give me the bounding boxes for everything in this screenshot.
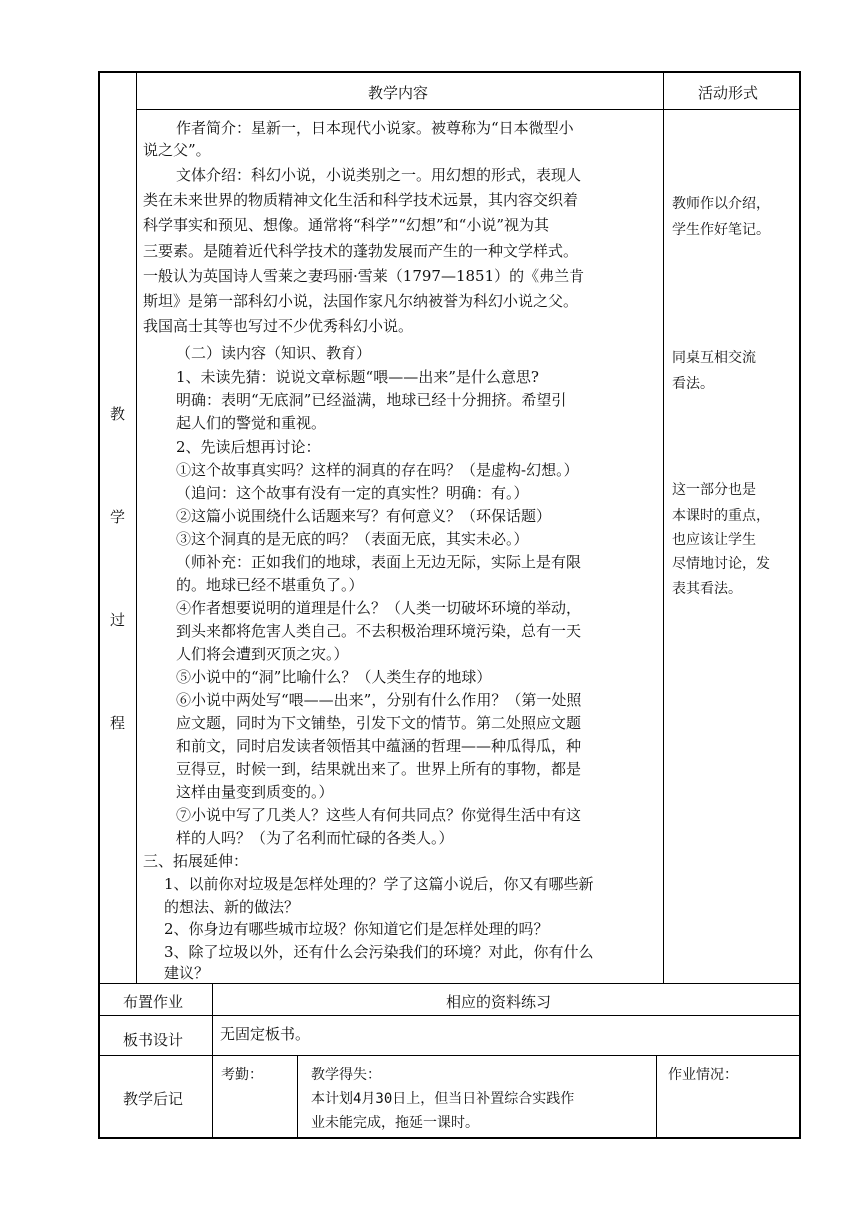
table-border-top: [98, 71, 801, 73]
content-line: ③这个洞真的是无底的吗？（表面无底，其实未必。）: [176, 530, 529, 548]
content-line: 到头来都将危害人类自己。不去积极治理环境污染，总有一天: [176, 622, 582, 640]
activity-line: 教师作以介绍，: [672, 196, 770, 212]
content-line: 人们将会遭到灭顶之灾。）: [176, 645, 349, 663]
content-line: ⑦小说中写了几类人？这些人有何共同点？你觉得生活中有这: [176, 806, 582, 824]
gains-title: 教学得失：: [311, 1067, 381, 1083]
content-line: 豆得豆，时候一到，结果就出来了。世界上所有的事物，都是: [176, 760, 582, 778]
process-label-char-2: 学: [110, 508, 126, 526]
content-line: 和前文，同时启发读者领悟其中蕴涵的哲理——种瓜得瓜，种: [176, 737, 582, 755]
content-line: ⑥小说中两处写“喂——出来”，分别有什么作用？（第一处照: [176, 691, 582, 709]
table-border-bottom: [98, 1137, 801, 1139]
content-line: ⑤小说中的“洞”比喻什么？（人类生存的地球）: [176, 668, 492, 686]
table-border-right: [799, 71, 801, 1139]
activity-line: 同桌互相交流: [672, 350, 756, 366]
gains-divider: [656, 1055, 657, 1138]
attendance-divider: [297, 1055, 298, 1138]
content-line: 我国高士其等也写过不少优秀科幻小说。: [143, 317, 414, 335]
content-line: 明确：表明“无底洞”已经溢满，地球已经十分拥挤。希望引: [176, 391, 567, 409]
content-line: 应文题，同时为下文铺垫，引发下文的情节。第二处照应文题: [176, 714, 582, 732]
content-line: 起人们的警觉和重视。: [176, 414, 327, 432]
activity-col-divider: [663, 72, 664, 983]
process-label-char-4: 程: [110, 714, 126, 732]
content-line: 类在未来世界的物质精神文化生活和科学技术远景，其内容交织着: [143, 191, 579, 209]
activity-line: 也应该让学生: [672, 532, 756, 548]
homework-row-top: [99, 983, 800, 984]
content-line: 的。地球已经不堪重负了。）: [176, 576, 364, 594]
process-label-char-1: 教: [110, 405, 126, 423]
content-line: （追问：这个故事有没有一定的真实性？明确：有。）: [176, 484, 529, 502]
header-row-divider: [136, 109, 800, 110]
board-row-top: [99, 1015, 800, 1016]
content-line: 三要素。是随着近代科学技术的蓬勃发展而产生的一种文学样式。: [143, 242, 579, 260]
afterword-label: 教学后记: [123, 1090, 184, 1108]
activity-column-header: 活动形式: [698, 84, 759, 102]
content-line: 1、以前你对垃圾是怎样处理的？学了这篇小说后，你又有哪些新: [164, 875, 594, 893]
bottom-label-col-divider: [212, 983, 213, 1138]
activity-line: 学生作好笔记。: [672, 222, 770, 238]
content-line: 的想法、新的做法？: [164, 898, 300, 916]
table-border-left: [98, 71, 100, 1139]
activity-line: 本课时的重点，: [672, 508, 770, 524]
content-line: 3、除了垃圾以外，还有什么会污染我们的环境？对此，你有什么: [164, 943, 594, 961]
attendance-label: 考勤：: [221, 1067, 263, 1083]
content-line: 三、拓展延伸：: [143, 852, 249, 870]
content-line: ②这篇小说围绕什么话题来写？有何意义？（环保话题）: [176, 507, 552, 525]
board-design-value: 无固定板书。: [220, 1025, 311, 1043]
process-label-char-3: 过: [110, 611, 126, 629]
content-column-header: 教学内容: [368, 84, 429, 102]
activity-line: 这一部分也是: [672, 482, 756, 498]
activity-line: 表其看法。: [672, 581, 742, 597]
process-label-divider: [136, 72, 137, 983]
homework-status-label: 作业情况：: [668, 1067, 738, 1083]
homework-label: 布置作业: [123, 993, 184, 1011]
content-line: （二）读内容（知识、教育）: [176, 344, 372, 362]
activity-line: 尽情地讨论，发: [672, 556, 770, 572]
content-line: 样的人吗？（为了名利而忙碌的各类人。）: [176, 829, 454, 847]
afterword-row-top: [99, 1055, 800, 1056]
content-line: ④作者想要说明的道理是什么？（人类一切破坏环境的举动，: [176, 599, 582, 617]
content-line: 作者简介：星新一，日本现代小说家。被尊称为“日本微型小: [176, 119, 574, 137]
content-line: ①这个故事真实吗？这样的洞真的存在吗？（是虚构-幻想。）: [176, 461, 579, 479]
content-line: 斯坦》是第一部科幻小说，法国作家凡尔纳被誉为科幻小说之父。: [143, 292, 579, 310]
content-line: 建议？: [164, 964, 210, 982]
content-line: 一般认为英国诗人雪莱之妻玛丽·雪莱（1797—1851）的《弗兰肯: [143, 267, 585, 285]
activity-line: 看法。: [672, 376, 714, 392]
gains-line: 业未能完成，拖延一课时。: [311, 1115, 479, 1131]
content-line: 2、你身边有哪些城市垃圾？你知道它们是怎样处理的吗？: [164, 920, 549, 938]
content-line: 科学事实和预见、想像。通常将“科学”“幻想”和“小说”视为其: [143, 216, 550, 234]
content-line: 2、先读后想再讨论：: [176, 438, 321, 456]
board-design-label: 板书设计: [123, 1031, 184, 1049]
homework-value: 相应的资料练习: [446, 993, 552, 1011]
content-line: 1、未读先猜：说说文章标题“喂——出来”是什么意思?: [176, 368, 539, 386]
content-line: 这样由量变到质变的。）: [176, 783, 334, 801]
content-line: （师补充：正如我们的地球，表面上无边无际，实际上是有限: [176, 553, 582, 571]
gains-line: 本计划4月30日上，但当日补置综合实践作: [311, 1091, 575, 1107]
content-line: 说之父”。: [143, 141, 211, 159]
content-line: 文体介绍：科幻小说，小说类别之一。用幻想的形式，表现人: [176, 166, 582, 184]
